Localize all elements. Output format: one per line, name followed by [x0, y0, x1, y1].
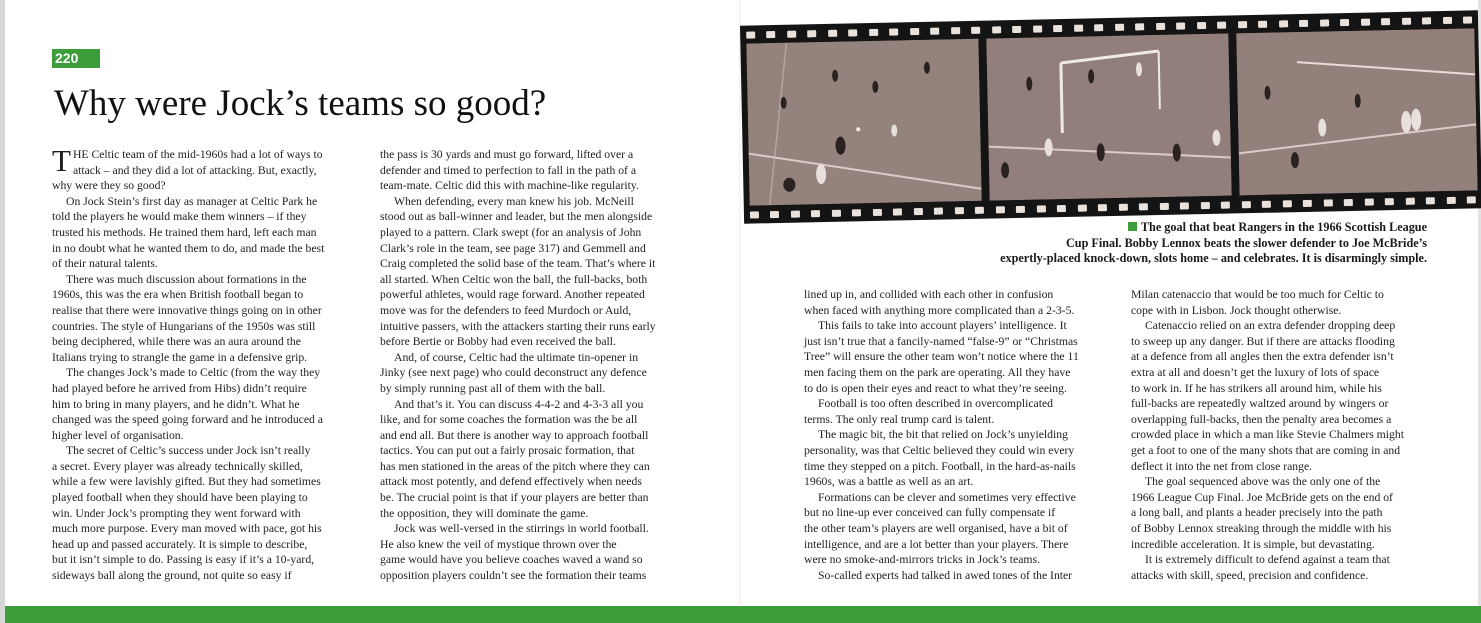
text-line: Italians trying to strangle the game in a defensive grip. [52, 350, 308, 364]
page-edge-left [0, 0, 5, 623]
text-line: Catenaccio relied on an extra defender dropping deep [1145, 319, 1396, 333]
text-line: but no line-up ever conceived can fully compensate if [804, 506, 1056, 520]
text-line: HE Celtic team of the mid-1960s had a lot of ways to [72, 148, 323, 161]
text-line: Tree” will ensure the other team won’t notice where the 11 [804, 350, 1079, 364]
text-line: played to a pattern. Clark swept (for an analysis of John [380, 225, 642, 239]
text-line: played football when they should have been playing to [52, 491, 308, 505]
text-line: He also knew the veil of mystique thrown over the [380, 537, 617, 551]
text-line: intuitive passers, with the attackers starting their runs early [380, 319, 656, 333]
text-line: terms. The only real trump card is talent. [804, 412, 995, 426]
text-line: powerful athletes, would rage forward. Another repeated [380, 288, 645, 302]
article-column-2 [380, 147, 656, 584]
text-line: opposition players couldn’t see the formation their teams [380, 569, 647, 583]
text-line: So-called experts had talked in awed tones of the Inter [818, 568, 1073, 582]
film-frame-3 [1236, 28, 1477, 195]
text-line: incredible acceleration. It is simple, but devastating. [1131, 537, 1375, 551]
article-column-1 [52, 143, 325, 584]
text-line: The secret of Celtic’s success under Jock isn’t really [66, 444, 311, 458]
text-line: extra at all and doesn’t get the luxury of lots of space [1131, 365, 1380, 379]
article-column-3 [804, 287, 1079, 583]
caption-line: Cup Final. Bobby Lennox beats the slower defender to Joe McBride’s [1065, 235, 1427, 250]
text-line: lined up in, and collided with each other in confusion [804, 288, 1054, 301]
text-line: game would have you believe coaches waved a wand so [380, 553, 643, 567]
text-line: the opposition, they will dominate the game. [380, 506, 589, 520]
text-line: 1966 League Cup Final. Joe McBride gets on the end of [1131, 490, 1393, 504]
text-line: move was for the defenders to feed Murdoch or Auld, [380, 303, 632, 317]
text-line: told the players he would make them winners – if they [52, 210, 307, 224]
text-line: And, of course, Celtic had the ultimate tin-opener in [394, 350, 639, 364]
text-line: crowded place in which a man like Stevie Chalmers might [1131, 428, 1404, 442]
text-line: Jock was well-versed in the stirrings in world football. [394, 522, 649, 536]
text-line: to sweep up any danger. But if there are attacks flooding [1131, 334, 1395, 348]
text-line: the other team’s players are well organised, have a bit of [804, 521, 1068, 535]
text-line: There was much discussion about formations in the [66, 272, 307, 286]
text-line: On Jock Stein’s first day as manager at Celtic Park he [66, 194, 318, 208]
text-line: him to bring in many players, and he didn’t. What he [52, 397, 300, 411]
text-line: Formations can be clever and sometimes very effective [818, 490, 1076, 504]
text-line: to do is open their eyes and react to what they’re seeing. [804, 381, 1067, 395]
film-frame-1 [746, 39, 981, 206]
text-line: a secret. Every player was already technically skilled, [52, 459, 303, 473]
text-line: intelligence, and are a lot better than your players. There [804, 537, 1069, 551]
text-line: but it isn’t simple to do. Passing is easy if it’s a 10-yard, [52, 553, 315, 567]
text-line: Craig completed the solid base of the team. That’s where it [380, 257, 656, 271]
text-line: higher level of organisation. [52, 428, 184, 442]
text-line: being deciphered, while there was an aura around the [52, 335, 301, 349]
text-line: a long ball, and plants a header precisely into the path [1131, 506, 1383, 520]
text-line: when faced with anything more complicated than a 2-3-5. [804, 303, 1075, 317]
film-frame-2 [986, 34, 1231, 201]
text-line: 1960s, was a battle as well as an art. [804, 475, 974, 489]
text-line: stood out as ball-winner and leader, but the men alongside [380, 210, 653, 224]
footer-bar [5, 606, 1481, 623]
text-line: while a few were lavishly gifted. But they had sometimes [52, 475, 321, 489]
text-line: cope with in Lisbon. Jock thought otherwise. [1131, 303, 1342, 317]
text-line: sideways ball along the ground, not quite so easy if [52, 569, 292, 583]
text-line: get a foot to one of the many shots that are coming in and [1131, 443, 1401, 457]
text-line: Football is too often described in overcomplicated [818, 397, 1053, 411]
drop-cap: T [52, 143, 71, 178]
text-line: The changes Jock’s made to Celtic (from the way they [66, 366, 321, 380]
text-line: by simply running past all of them with the ball. [380, 381, 606, 395]
text-line: win. Under Jock’s prompting they went forward with [52, 506, 301, 520]
text-line: all started. When Celtic won the ball, the full-backs, both [380, 272, 648, 286]
text-line: The magic bit, the bit that relied on Jock’s unyielding [818, 428, 1068, 442]
text-line: full-backs are repeatedly waltzed around by wingers or [1131, 397, 1389, 411]
text-line: The goal sequenced above was the only one of the [1145, 475, 1381, 489]
text-line: When defending, every man knew his job. McNeill [394, 194, 634, 208]
text-line: trusted his methods. He trained them hard, left each man [52, 225, 317, 239]
text-line: attack most potently, and defend effectively when needs [380, 475, 642, 489]
text-line: men facing them on the park are operating. All they have [804, 365, 1071, 379]
text-line: the pass is 30 yards and must go forward, lifted over a [380, 148, 634, 161]
caption-line: The goal that beat Rangers in the 1966 Scottish League [1140, 220, 1427, 234]
page-title: Why were Jock’s teams so good? [54, 83, 547, 124]
text-line: had played before he arrived from Hibs) didn’t require [52, 381, 307, 395]
text-line: tactics. You can put out a fairly prosaic formation, that [380, 444, 635, 458]
filmstrip-photo [740, 10, 1481, 223]
text-line: personality, was that Celtic believed they could win every [804, 443, 1075, 457]
text-line: Milan catenaccio that would be too much for Celtic to [1131, 288, 1384, 301]
text-line: attack – and they did a lot of attacking. But, exactly, [72, 163, 317, 177]
text-line: and end all. But there is another way to approach football [380, 428, 649, 442]
text-line: 1960s, this was the era when British football began to [52, 288, 304, 302]
text-line: time they stepped on a pitch. Football, in the hard-as-nails [804, 459, 1076, 473]
text-line: This fails to take into account players’ intelligence. It [818, 319, 1067, 333]
text-line: to work in. If he has strikers all around him, while his [1131, 381, 1382, 395]
caption-marker [1128, 222, 1137, 231]
text-line: why were they so good? [52, 179, 166, 193]
text-line: before Bertie or Bobby had even received the ball. [380, 335, 616, 349]
text-line: team-mate. Celtic did this with machine-like regularity. [380, 179, 639, 193]
text-line: head up and passed accurately. It is simple to describe, [52, 537, 308, 551]
text-line: overlapping full-backs, then the penalty area becomes a [1131, 412, 1392, 426]
text-line: Jinky (see next page) who could deconstruct any defence [380, 366, 647, 380]
article-column-4 [1131, 287, 1404, 583]
text-line: deflect it into the net from close range. [1131, 459, 1313, 473]
text-line: It is extremely difficult to defend against a team that [1145, 553, 1390, 567]
text-line: of Bobby Lennox streaking through the middle with his [1131, 521, 1392, 535]
text-line: changed was the speed going forward and he introduced a [52, 413, 323, 427]
text-line: attacks with skill, speed, precision and confidence. [1131, 568, 1369, 582]
text-line: realise that there were innovative things going on in other [52, 303, 322, 317]
text-line: defender and timed to perfection to fall in the path of a [380, 163, 637, 177]
text-line: much more purpose. Every man moved with pace, got his [52, 522, 322, 536]
text-line: in no doubt what he wanted them to do, and made the best [52, 241, 325, 255]
photo-caption [1000, 220, 1427, 267]
text-line: like, and for some coaches the formation was the be all [380, 413, 638, 427]
text-line: just isn’t true that a fancily-named “false-9” or “Christmas [804, 334, 1078, 348]
text-line: has men stationed in the areas of the pitch where they can [380, 459, 650, 473]
text-line: And that’s it. You can discuss 4-4-2 and 4-3-3 all you [394, 397, 644, 411]
caption-line: expertly-placed knock-down, slots home – and celebrates. It is disarmingly simple. [1000, 251, 1427, 266]
page-number: 220 [52, 49, 100, 68]
text-line: of their natural talents. [52, 257, 158, 271]
text-line: Clark’s role in the team, see page 317) and Gemmell and [380, 241, 646, 255]
text-line: be. The crucial point is that if your players are better than [380, 491, 649, 505]
text-line: countries. The style of Hungarians of the 1950s was still [52, 319, 316, 333]
text-line: were no smoke-and-mirrors tricks in Jock’s teams. [804, 553, 1040, 567]
text-line: at a defence from all angles then the extra defender isn’t [1131, 350, 1394, 364]
